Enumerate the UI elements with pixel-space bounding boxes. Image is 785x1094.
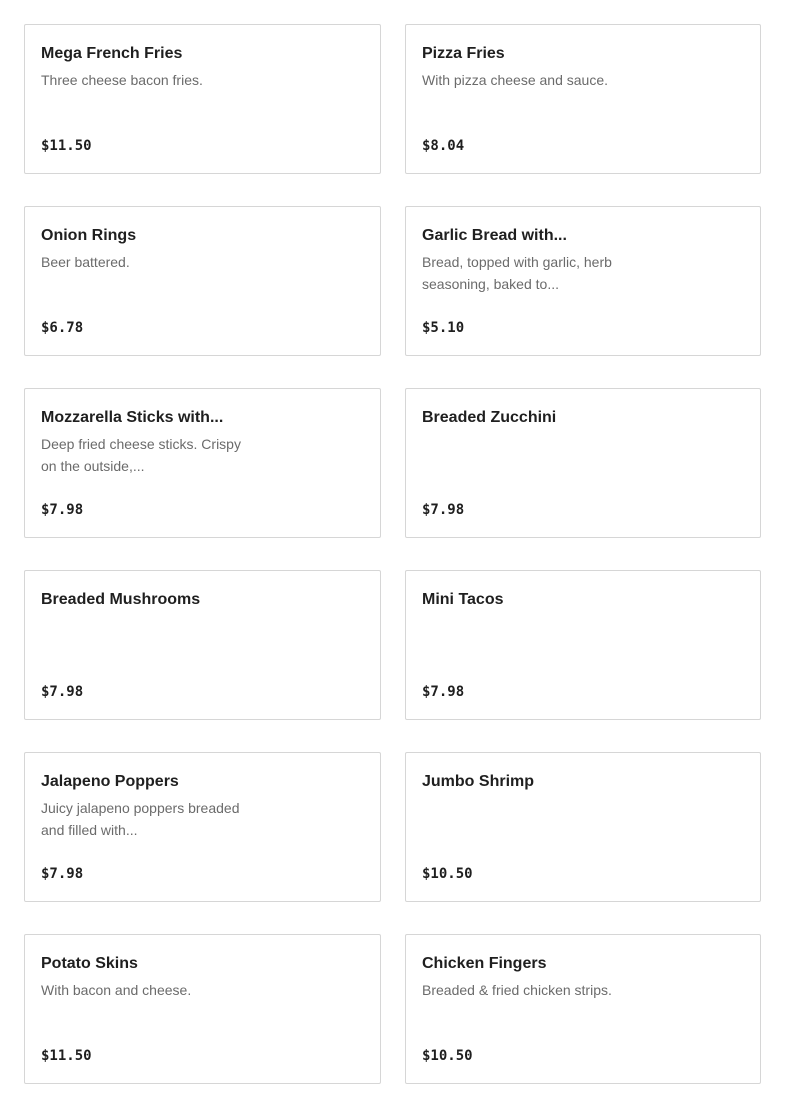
- menu-item-card[interactable]: [24, 24, 381, 174]
- menu-item-description: With pizza cheese and sauce.: [422, 72, 608, 88]
- menu-item-name: Mini Tacos: [422, 591, 504, 608]
- menu-item-price: $7.98: [422, 502, 465, 518]
- menu-item-grid: [24, 24, 761, 1084]
- menu-item-description: With bacon and cheese.: [41, 982, 192, 998]
- menu-item-card[interactable]: [405, 934, 761, 1084]
- menu-item-name: Jalapeno Poppers: [41, 773, 179, 790]
- menu-item-description: Bread, topped with garlic, herb seasoning, baked to...: [422, 254, 612, 292]
- menu-item-name: Mega French Fries: [41, 45, 183, 62]
- menu-item-card[interactable]: [24, 388, 381, 538]
- menu-item-description: Beer battered.: [41, 254, 130, 270]
- menu-item-card[interactable]: [24, 570, 381, 720]
- menu-item-name: Garlic Bread with...: [422, 227, 567, 244]
- menu-item-card[interactable]: [405, 388, 761, 538]
- menu-item-price: $11.50: [41, 138, 92, 154]
- menu-item-description: Three cheese bacon fries.: [41, 72, 203, 88]
- menu-item-name: Mozzarella Sticks with...: [41, 409, 224, 426]
- menu-item-name: Pizza Fries: [422, 45, 505, 62]
- menu-item-price: $11.50: [41, 1048, 92, 1064]
- menu-item-name: Potato Skins: [41, 955, 138, 972]
- menu-item-description: Deep fried cheese sticks. Crispy on the outside,...: [41, 436, 241, 474]
- menu-item-price: $5.10: [422, 320, 465, 336]
- menu-item-price: $10.50: [422, 866, 473, 882]
- menu-item-description: Breaded & fried chicken strips.: [422, 982, 612, 998]
- menu-item-card[interactable]: [24, 752, 381, 902]
- menu-item-price: $8.04: [422, 138, 465, 154]
- menu-item-name: Breaded Mushrooms: [41, 591, 201, 608]
- menu-item-description: Juicy jalapeno poppers breaded and filled with...: [41, 800, 240, 838]
- menu-item-card[interactable]: [405, 570, 761, 720]
- menu-item-name: Breaded Zucchini: [422, 409, 557, 426]
- menu-item-name: Chicken Fingers: [422, 955, 547, 972]
- menu-item-price: $7.98: [422, 684, 465, 700]
- menu-item-card[interactable]: [405, 206, 761, 356]
- menu-item-card[interactable]: [24, 206, 381, 356]
- menu-item-price: $7.98: [41, 502, 84, 518]
- menu-item-price: $7.98: [41, 866, 84, 882]
- menu-item-card[interactable]: [24, 934, 381, 1084]
- menu-item-name: Jumbo Shrimp: [422, 773, 535, 790]
- menu-item-card[interactable]: [405, 24, 761, 174]
- menu-item-price: $7.98: [41, 684, 84, 700]
- menu-item-card[interactable]: [405, 752, 761, 902]
- menu-item-price: $10.50: [422, 1048, 473, 1064]
- menu-item-name: Onion Rings: [41, 227, 137, 244]
- menu-item-price: $6.78: [41, 320, 84, 336]
